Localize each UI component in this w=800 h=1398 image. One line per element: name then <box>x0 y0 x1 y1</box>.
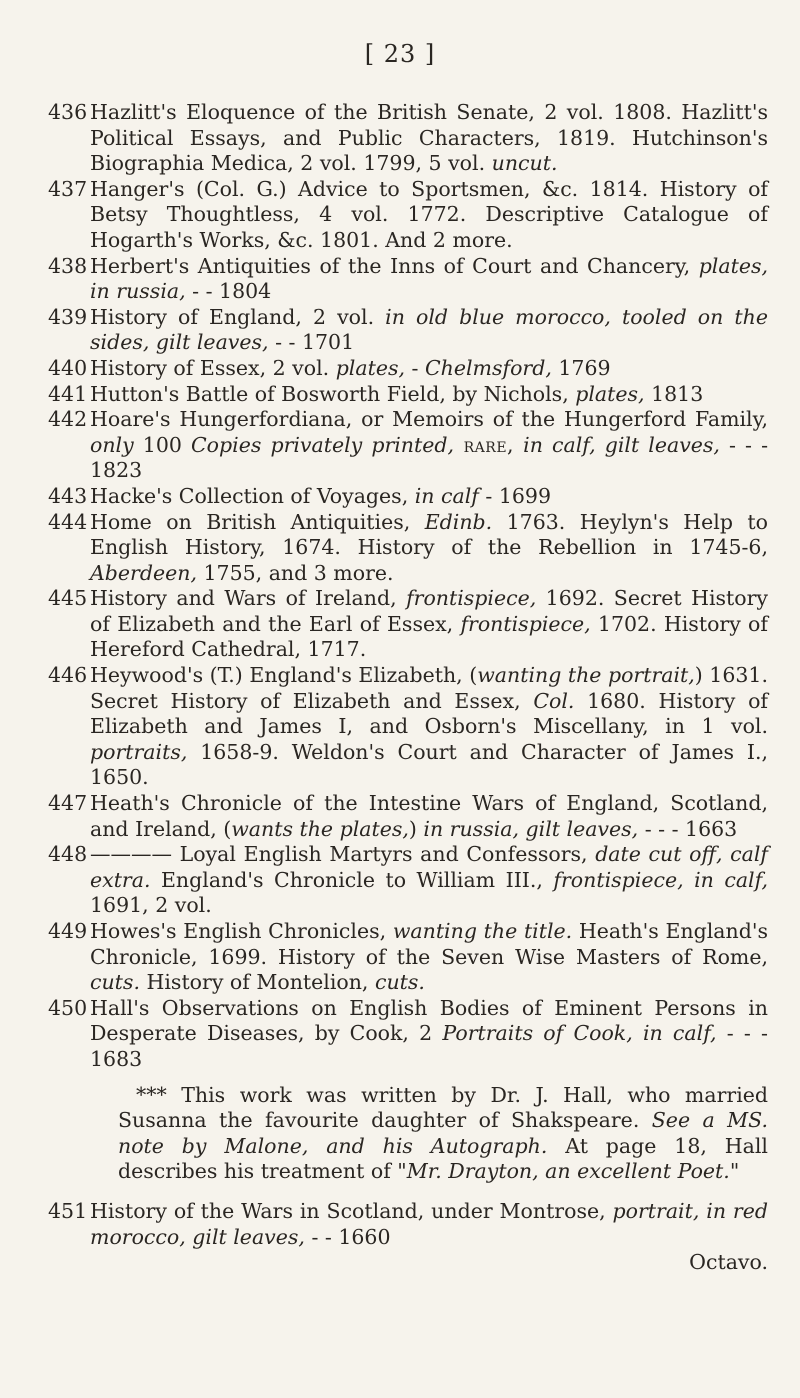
lot-number: 443 <box>48 483 88 508</box>
entry-text-segment: Hall's Observations on English Bodies of Eminent Persons in Desperate Diseases, by Cook, 2 <box>90 995 768 1046</box>
entry-text-segment: Chelmsford, <box>424 355 552 380</box>
page-number: [ 23 ] <box>364 40 436 68</box>
entry-text-segment: frontispiece, in calf, <box>553 867 768 892</box>
entry-text-segment: uncut. <box>491 151 558 176</box>
entry-text-segment: Howes's English Chronicles, <box>90 919 393 943</box>
catalogue-entry <box>48 305 768 356</box>
entry-text-segment: Col. <box>533 688 575 713</box>
catalogue-entry <box>48 586 768 663</box>
entry-text-segment: plates, in russia, <box>90 253 768 304</box>
catalogue-entry <box>48 996 768 1073</box>
entry-text-segment: - - 1660 <box>304 1224 391 1249</box>
entry-text-segment: 1769 <box>551 355 611 380</box>
lot-number: 451 <box>48 1198 88 1223</box>
lot-number: 448 <box>48 842 88 867</box>
lot-number: 440 <box>48 355 88 380</box>
entry-text-segment: 1755, and 3 more. <box>196 560 394 585</box>
entry-text-segment: Mr. Drayton, an excellent Poet. <box>406 1159 730 1184</box>
entry-text-segment: Hacke's Collection of Voyages, <box>90 483 415 508</box>
lot-number: 444 <box>48 509 88 534</box>
lot-number: 437 <box>48 176 88 201</box>
entry-text-segment: - - - 1823 <box>90 432 769 483</box>
catalogue-listing <box>48 100 768 1276</box>
entry-text-segment: 1691, 2 vol. <box>90 893 212 918</box>
entry-text-segment: ) 1631. Secret History of Elizabeth and Essex, <box>90 663 768 713</box>
entry-text-segment: - - 1804 <box>185 279 272 304</box>
entry-text-segment: wanting the portrait, <box>477 663 695 688</box>
catalogue-entry <box>48 177 768 254</box>
entry-text-segment: History of Montelion, <box>139 970 375 995</box>
entry-text-segment: portrait, in red morocco, gilt leaves, <box>90 1198 768 1249</box>
entry-text-segment: Edinb. <box>424 509 493 534</box>
entry-text-segment: Heywood's (T.) England's Elizabeth, ( <box>90 663 478 688</box>
entry-text-segment: in old blue morocco, tooled on the sides, gilt leaves, <box>90 304 768 355</box>
catalogue-entry <box>48 407 768 484</box>
entry-text-segment: 1680. History of Elizabeth and James I, and Osborn's Miscellany, in 1 vol. <box>90 688 768 739</box>
format-label: Octavo. <box>689 1250 768 1275</box>
entry-text-segment: See a MS. note by Malone, and his Autograph. <box>118 1108 768 1158</box>
entry-text-segment: in calf <box>414 483 479 508</box>
entry-text-segment: Hazlitt's Eloquence of the British Senate, 2 vol. 1808. Hazlitt's Political Essays, and Public Characters, 1819. Hutchinson's Biographia Medica, 2 vol. 1799, 5 vol. <box>90 100 768 176</box>
catalogue-entry <box>48 791 768 842</box>
entry-text-segment: Heath's Chronicle of the Intestine Wars of England, Scotland, and Ireland, ( <box>90 791 768 841</box>
entry-text-segment: date cut off, calf extra. <box>90 842 768 892</box>
lot-number: 438 <box>48 253 88 278</box>
entry-text-segment: 1763. Heylyn's Help to English History, 1674. History of the Rebellion in 1745-6, <box>90 509 768 560</box>
entry-text-segment: - 1699 <box>478 483 552 508</box>
catalogue-entry <box>48 382 768 408</box>
entry-text-segment: Hanger's (Col. G.) Advice to Sportsmen, &c. 1814. History of Betsy Thoughtless, 4 vol. 1772. Descriptive Catalogue of Hogarth's Works, &c. 1801. And 2 more. <box>90 176 768 252</box>
entry-text-segment: England's Chronicle to William III., <box>150 867 554 892</box>
editorial-note <box>48 1083 768 1185</box>
entry-text-segment: 1813 <box>644 381 704 406</box>
entry-text-segment: wants the plates, <box>231 816 409 841</box>
catalogue-entry <box>48 484 768 510</box>
entry-text-segment: cuts. <box>90 970 140 995</box>
catalogue-entry <box>48 919 768 996</box>
entry-text-segment: Hoare's Hungerfordiana, or Memoirs of the Hungerford Family, <box>90 407 768 432</box>
entry-text-segment: Aberdeen, <box>90 560 197 585</box>
catalogue-entry <box>48 510 768 587</box>
lot-number: 449 <box>48 919 88 943</box>
entry-text-segment: - <box>405 355 425 380</box>
entry-text-segment: frontispiece, <box>406 586 537 611</box>
entry-text-segment: 1702. History of Hereford Cathedral, 1717. <box>90 611 768 662</box>
entry-text-segment: wanting the title. <box>392 919 573 943</box>
entry-text-segment: - - 1701 <box>268 330 355 355</box>
catalogue-entry <box>48 1199 768 1250</box>
entry-text-segment: Portraits of Cook, in calf, <box>442 1021 717 1046</box>
lot-number: 445 <box>48 586 88 611</box>
catalogue-entry <box>48 842 768 919</box>
entry-text-segment: At page 18, Hall describes his treatment of " <box>118 1133 768 1184</box>
entry-text-segment: portraits, <box>90 739 188 764</box>
entry-text-segment: " <box>729 1159 740 1184</box>
entry-text-segment: ) <box>408 816 424 841</box>
entries-list <box>48 100 768 1073</box>
entry-text-segment: *** This work was written by Dr. J. Hall, who married Susanna the favourite daughter of Shakspeare. <box>118 1082 768 1133</box>
catalogue-entry <box>48 663 768 791</box>
entry-text-segment: Hutton's Battle of Bosworth Field, by Nichols, <box>90 381 576 406</box>
entry-text-segment: in calf, gilt leaves, <box>514 432 720 457</box>
entry-text-segment: History of England, 2 vol. <box>90 304 386 329</box>
lot-number: 450 <box>48 995 88 1020</box>
entry-text-segment: - - - 1683 <box>90 1021 768 1071</box>
entry-text-segment: in russia, gilt leaves, <box>423 816 639 841</box>
entry-text-segment: cuts. <box>374 970 425 995</box>
entry-text-segment: rare, <box>454 432 515 457</box>
entry-text-segment: ———— Loyal English Martyrs and Confessors, <box>90 842 596 867</box>
lot-number: 436 <box>48 100 88 124</box>
entry-text-segment: only <box>90 432 134 457</box>
lot-number: 442 <box>48 407 88 432</box>
entry-text-segment: Copies privately printed, <box>191 432 455 457</box>
lot-number: 439 <box>48 304 88 329</box>
entry-text-segment: plates, <box>335 355 405 380</box>
lot-number: 446 <box>48 663 88 688</box>
entry-text-segment: History of Essex, 2 vol. <box>90 355 336 380</box>
entry-text-segment: History and Wars of Ireland, <box>90 586 407 611</box>
entry-text-segment: plates, <box>575 381 645 406</box>
entry-text-segment: 1658-9. Weldon's Court and Character of James I., 1650. <box>90 739 768 790</box>
catalogue-entry <box>48 254 768 305</box>
lot-number: 447 <box>48 791 88 816</box>
entry-text-segment: 100 <box>133 432 191 457</box>
catalogue-entry <box>48 100 768 177</box>
entry-text-segment: Home on British Antiquities, <box>90 509 425 534</box>
entry-text-segment: History of the Wars in Scotland, under Montrose, <box>90 1198 613 1223</box>
entry-text-segment: Heath's England's Chronicle, 1699. History of the Seven Wise Masters of Rome, <box>90 919 768 969</box>
catalogue-entry <box>48 356 768 382</box>
entry-text-segment: 1692. Secret History of Elizabeth and the Earl of Essex, <box>90 586 768 636</box>
entry-text-segment: - - - 1663 <box>638 816 738 841</box>
lot-number: 441 <box>48 381 88 406</box>
entry-text-segment: Herbert's Antiquities of the Inns of Court and Chancery, <box>90 253 699 278</box>
entry-text-segment: frontispiece, <box>460 611 591 636</box>
